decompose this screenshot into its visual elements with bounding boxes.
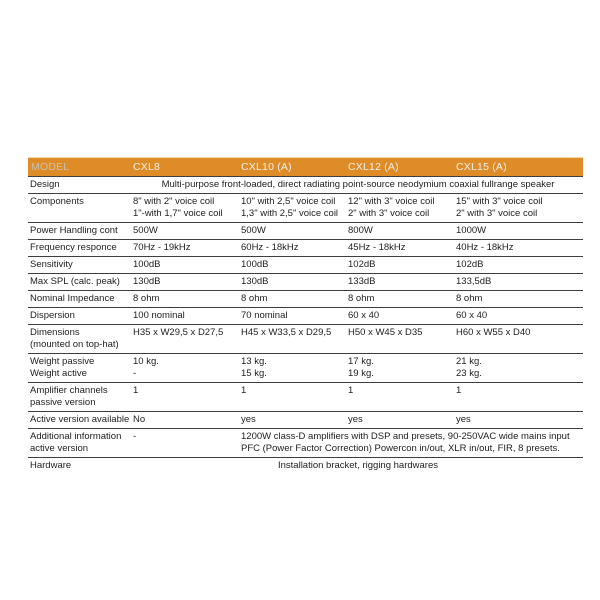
header-col-cxl10: CXL10 (A) (241, 161, 292, 173)
table-row (28, 222, 583, 239)
header-col-cxl15: CXL15 (A) (456, 161, 507, 173)
cell-line: 133dB (348, 276, 376, 287)
row-cell-value (241, 259, 348, 271)
cell-line: H35 x W29,5 x D27,5 (133, 327, 224, 338)
row-label (28, 276, 133, 288)
cell-line: 500W (241, 225, 266, 236)
cell-line: Hardware (30, 460, 72, 471)
cell-line: 15" with 3" voice coil (456, 196, 543, 207)
cell-line: yes (348, 414, 363, 425)
cell-line: 8" with 2" voice coil (133, 196, 215, 207)
row-cell-value (241, 242, 348, 254)
row-cell-value (133, 310, 241, 322)
row-cell-value (133, 431, 241, 455)
table-row (28, 457, 583, 474)
row-label (28, 259, 133, 271)
cell-line: PFC (Power Factor Correction) Powercon in/out, XLR in/out, FIR, 8 presets. (241, 443, 560, 454)
cell-line: Dimensions (30, 327, 80, 338)
row-label (28, 310, 133, 322)
speaker-spec-table (28, 157, 583, 474)
cell-line: 60 x 40 (348, 310, 380, 321)
cell-line: 21 kg. (456, 356, 482, 367)
row-cell-value (348, 242, 456, 254)
header-model-label: MODEL (31, 161, 70, 173)
row-cell-value (133, 225, 241, 237)
row-cell-value (348, 414, 456, 426)
table-row (28, 324, 583, 353)
cell-line: 17 kg. (348, 356, 374, 367)
cell-line: 10 kg. (133, 356, 159, 367)
cell-line: 2" with 3" voice coil (456, 208, 538, 219)
row-label (28, 179, 133, 191)
row-cell-value (348, 259, 456, 271)
cell-line: Power Handling cont (30, 225, 118, 236)
table-row (28, 176, 583, 193)
row-cell-value (133, 385, 241, 409)
cell-line: 8 ohm (133, 293, 160, 304)
cell-line: No (133, 414, 146, 425)
table-row (28, 290, 583, 307)
row-cell-value (456, 293, 583, 305)
row-span-value (133, 179, 583, 191)
cell-line: 1 (456, 385, 462, 396)
row-cell-value (133, 196, 241, 220)
row-span-value (133, 460, 583, 472)
cell-line: Max SPL (calc. peak) (30, 276, 120, 287)
table-row (28, 273, 583, 290)
cell-line: 1,3" with 2,5" voice coil (241, 208, 339, 219)
cell-line: passive version (30, 397, 96, 408)
row-cell-value (241, 293, 348, 305)
row-cell-value (133, 242, 241, 254)
cell-line: 40Hz - 18kHz (456, 242, 514, 253)
table-row (28, 256, 583, 273)
cell-line: 800W (348, 225, 373, 236)
row-cell-value (456, 414, 583, 426)
table-row (28, 382, 583, 411)
cell-line: 15 kg. (241, 368, 267, 379)
cell-line: 100dB (133, 259, 161, 270)
cell-line: 1"-with 1,7" voice coil (133, 208, 223, 219)
row-cell-value (456, 356, 583, 380)
cell-line: 102dB (456, 259, 484, 270)
cell-line: 102dB (348, 259, 376, 270)
row-cell-value (456, 327, 583, 351)
cell-line: 12" with 3" voice coil (348, 196, 435, 207)
row-cell-value (241, 385, 348, 409)
row-cell-value (241, 225, 348, 237)
row-label (28, 196, 133, 220)
cell-line: 45Hz - 18kHz (348, 242, 406, 253)
row-cell-value (133, 327, 241, 351)
cell-line: H50 x W45 x D35 (348, 327, 423, 338)
cell-line: Multi-purpose front-loaded, direct radiating point-source neodymium coaxial fullrange speaker (161, 179, 555, 190)
cell-line: - (133, 368, 137, 379)
cell-line: 70Hz - 19kHz (133, 242, 191, 253)
cell-line: Weight active (30, 368, 87, 379)
row-cell-value (348, 225, 456, 237)
cell-line: 133,5dB (456, 276, 492, 287)
row-cell-value (456, 385, 583, 409)
table-header-row (28, 157, 583, 176)
cell-line: yes (456, 414, 471, 425)
cell-line: 100 nominal (133, 310, 185, 321)
row-label (28, 460, 133, 472)
row-cell-value (133, 276, 241, 288)
table-body (28, 176, 583, 474)
row-cell-value (348, 356, 456, 380)
cell-line: Frequency responce (30, 242, 117, 253)
row-cell-value (133, 293, 241, 305)
cell-line: 13 kg. (241, 356, 267, 367)
row-label (28, 293, 133, 305)
cell-line: 60Hz - 18kHz (241, 242, 299, 253)
row-cell-value (348, 327, 456, 351)
row-cell-value (456, 276, 583, 288)
cell-line: 1000W (456, 225, 487, 236)
row-cell-value (241, 310, 348, 322)
row-cell-value (456, 196, 583, 220)
cell-line: 1 (348, 385, 354, 396)
cell-line: 130dB (241, 276, 269, 287)
table-row (28, 353, 583, 382)
cell-line: (mounted on top-hat) (30, 339, 119, 350)
cell-line: H45 x W33,5 x D29,5 (241, 327, 332, 338)
row-label (28, 414, 133, 426)
cell-line: Weight passive (30, 356, 95, 367)
cell-line: 60 x 40 (456, 310, 488, 321)
cell-line: 500W (133, 225, 158, 236)
row-span-rest-value (241, 431, 583, 455)
cell-line: Amplifier channels (30, 385, 108, 396)
cell-line: 100dB (241, 259, 269, 270)
row-cell-value (348, 196, 456, 220)
cell-line: 2" with 3" voice coil (348, 208, 430, 219)
cell-line: Nominal Impedance (30, 293, 115, 304)
cell-line: 8 ohm (456, 293, 483, 304)
cell-line: 19 kg. (348, 368, 374, 379)
row-cell-value (348, 276, 456, 288)
table-row (28, 193, 583, 222)
table-row (28, 411, 583, 428)
row-label (28, 385, 133, 409)
table-row (28, 307, 583, 324)
cell-line: 23 kg. (456, 368, 482, 379)
row-cell-value (241, 196, 348, 220)
row-cell-value (456, 310, 583, 322)
cell-line: 8 ohm (348, 293, 375, 304)
cell-line: 70 nominal (241, 310, 288, 321)
cell-line: 1200W class-D amplifiers with DSP and presets, 90-250VAC wide mains input (241, 431, 570, 442)
cell-line: Components (30, 196, 84, 207)
table-row (28, 428, 583, 457)
row-label (28, 327, 133, 351)
cell-line: Dispersion (30, 310, 75, 321)
header-col-cxl8: CXL8 (133, 161, 161, 173)
table-row (28, 239, 583, 256)
cell-line: H60 x W55 x D40 (456, 327, 531, 338)
cell-line: Sensitivity (30, 259, 73, 270)
cell-line: yes (241, 414, 256, 425)
cell-line: Design (30, 179, 60, 190)
row-cell-value (456, 242, 583, 254)
row-cell-value (241, 414, 348, 426)
row-cell-value (241, 356, 348, 380)
row-label (28, 356, 133, 380)
row-cell-value (133, 356, 241, 380)
row-cell-value (133, 259, 241, 271)
cell-line: Additional information (30, 431, 122, 442)
cell-line: 10" with 2,5" voice coil (241, 196, 336, 207)
row-cell-value (348, 310, 456, 322)
cell-line: 8 ohm (241, 293, 268, 304)
cell-line: - (133, 431, 137, 442)
row-cell-value (348, 385, 456, 409)
row-cell-value (348, 293, 456, 305)
cell-line: 130dB (133, 276, 161, 287)
header-col-cxl12: CXL12 (A) (348, 161, 399, 173)
cell-line: 1 (241, 385, 247, 396)
row-label (28, 242, 133, 254)
row-cell-value (241, 276, 348, 288)
cell-line: 1 (133, 385, 139, 396)
row-label (28, 431, 133, 455)
cell-line: Active version available (30, 414, 130, 425)
row-cell-value (241, 327, 348, 351)
row-label (28, 225, 133, 237)
cell-line: active version (30, 443, 89, 454)
row-cell-value (133, 414, 241, 426)
cell-line: Installation bracket, rigging hardwares (277, 460, 438, 471)
row-cell-value (456, 259, 583, 271)
row-cell-value (456, 225, 583, 237)
